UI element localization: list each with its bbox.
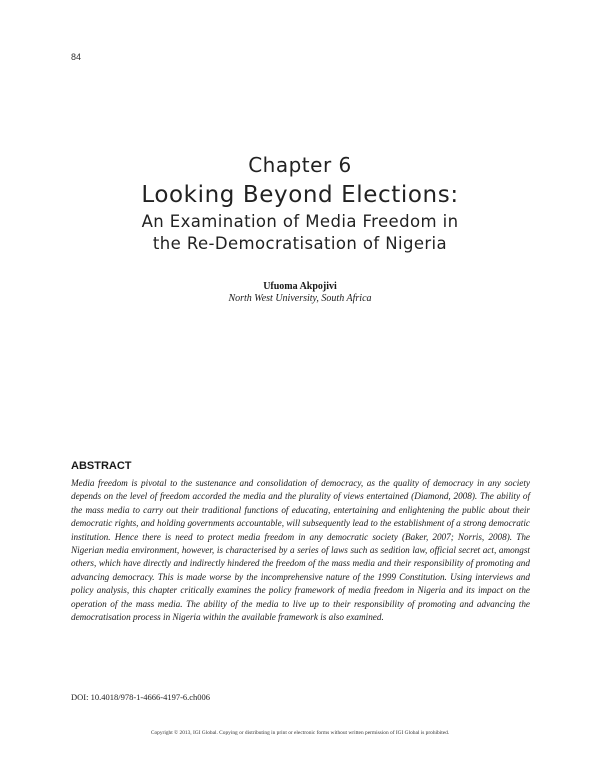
chapter-title: Looking Beyond Elections: (141, 182, 459, 208)
chapter-subtitle (0, 211, 600, 255)
chapter-subtitle-line-1: An Examination of Media Freedom in (141, 212, 459, 231)
page-number: 84 (71, 52, 82, 62)
author-name: Ufuoma Akpojivi (263, 281, 337, 292)
author-affiliation: North West University, South Africa (228, 293, 372, 304)
abstract-heading: ABSTRACT (71, 460, 132, 472)
doi: DOI: 10.4018/978-1-4666-4197-6.ch006 (71, 692, 211, 702)
abstract-body: Media freedom is pivotal to the sustenance and consolidation of democracy, as the quality of democracy in any society depends on the level of freedom accorded the media and the plurality of views entertained (Diamond, 2008). The ability of the mass media to carry out their traditional functions of educating, entertaining and enlightening the public about their democratic rights, and holding governments accountable, will subsequently lead to the establishment of a strong democratic institution. Hence there is need to protect media freedom in any democratic society (Baker, 2007; Norris, 2008). The Nigerian media environment, however, is characterised by a series of laws such as sedition law, official secret act, amongst others, which have directly and indirectly hindered the freedom of the mass media and their responsibility of promoting and advancing democracy. This is made worse by the incomprehensive nature of the 1999 Constitution. Using interviews and policy analysis, this chapter critically examines the policy framework of media freedom in Nigeria and its impact on the operation of the mass media. The ability of the media to live up to their responsibility of promoting and advancing the democratisation process in Nigeria within the available framework is also examined. (71, 478, 530, 623)
copyright-notice: Copyright © 2013, IGI Global. Copying or distributing in print or electronic forms without written permission of IGI Global is prohibited. (150, 730, 450, 736)
chapter-label: Chapter 6 (248, 153, 352, 177)
chapter-subtitle-line-2: the Re-Democratisation of Nigeria (152, 234, 448, 253)
